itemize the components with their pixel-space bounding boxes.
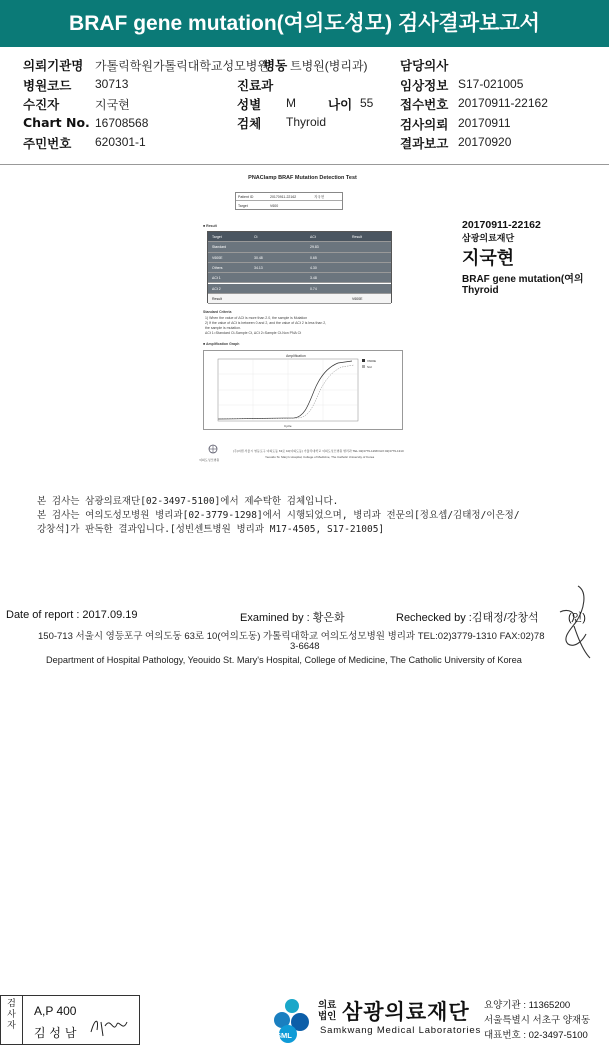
id-no-label: 주민번호 <box>23 136 72 151</box>
receipt-no-value: 20170911-22162 <box>458 96 548 110</box>
scan-amplification-label: ■ Amplification Graph <box>203 342 240 346</box>
scan-hospital-logo-text: 여의도성모병원 <box>199 458 220 462</box>
logo-tel-line: 대표번호 : 02-3497-5100 <box>484 1030 588 1041</box>
result-header-row <box>208 232 391 242</box>
scan-target-value: V600 <box>270 204 279 208</box>
result-row <box>208 253 391 263</box>
specimen-stamp <box>462 219 584 296</box>
examined-by: Examined by : 황은화 <box>240 612 345 624</box>
result-row <box>208 263 391 273</box>
result-row <box>208 294 391 304</box>
clinical-info-label: 임상정보 <box>400 78 449 93</box>
signoff-name: 김 성 남 <box>34 1026 77 1040</box>
scan-result-label: ■ Result <box>203 224 217 228</box>
examiner-signoff-box <box>0 995 140 1045</box>
patient-value: 지국현 <box>95 98 130 112</box>
scan-target-label: Target <box>238 204 248 208</box>
request-date-label: 검사의뢰 <box>400 117 449 132</box>
scan-criteria-label: Standard Criteria <box>203 310 232 314</box>
signoff-side-label-text: 검사자 <box>7 999 16 1031</box>
note-line-1: 본 검사는 삼광의료재단[02-3497-5100]에서 제수탁한 검체입니다. <box>37 496 339 507</box>
report-date-label: 결과보고 <box>400 136 449 151</box>
result-cell: 0.65 <box>310 255 317 260</box>
signoff-code: A,P 400 <box>34 1004 77 1018</box>
note-line-3: 강창석]가 판독한 결과입니다.[성빈센트병원 병리과 M17-4505, S17-21005] <box>37 524 385 535</box>
logo-name-ko: 삼광의료재단 <box>342 1001 470 1024</box>
stamp-org: 삼광의료재단 <box>462 233 515 243</box>
scan-footer-line-2: Yeouido St. Mary's Hospital, College of Medicine, The Catholic University of Korea <box>265 455 375 459</box>
logo-contact <box>484 998 590 1043</box>
scan-hospital-logo-icon <box>205 443 221 457</box>
result-cell: Standard <box>212 245 227 250</box>
amplification-chart-svg <box>204 351 402 429</box>
logo-prefix-bottom: 법인 <box>318 1011 337 1022</box>
sex-label: 성별 <box>237 97 262 112</box>
result-cell: Result <box>352 235 362 239</box>
result-cell: ΔCt 1 <box>212 276 221 281</box>
address-line-2: 3-6648 <box>290 641 320 652</box>
ward-label: 병동 <box>263 58 288 73</box>
legend-std: Std <box>367 365 372 369</box>
result-cell: 3.48 <box>310 276 317 281</box>
result-cell: 34.13 <box>254 265 263 270</box>
patient-info-section <box>0 47 609 165</box>
scan-criteria-line-3: the sample is mutation. <box>205 326 241 330</box>
id-no-value: 620301-1 <box>95 135 146 149</box>
receipt-no-label: 접수번호 <box>400 97 449 112</box>
note-line-2: 본 검사는 여의도성모병원 병리과[02-3779-1298]에서 시행되었으며, 병리과 전문의[정요셉/김태정/이은정/ <box>37 510 520 521</box>
result-cell: V600E <box>352 296 363 301</box>
result-cell: Target <box>212 235 222 239</box>
rechecked-by: Rechecked by :김태정/강창석 <box>396 612 539 624</box>
result-row <box>208 242 391 252</box>
legend-v600e: V600E <box>367 359 377 363</box>
scan-patient-table <box>235 192 343 210</box>
scan-patient-name: 지국현 <box>314 195 325 199</box>
stamp-test: BRAF gene mutation(여의 <box>462 274 584 285</box>
clinical-info-value: S17-021005 <box>458 77 524 91</box>
result-row <box>208 273 391 283</box>
result-cell: ΔCt <box>310 235 316 239</box>
scan-footer-line-1: (주)씨젠 서울시 영등포구 여의도동 63로 10(여의도동) 가톨릭대학교 여의도성모병원 병리과 TEL:02)3779-1298 FAX:02)3779-1310 <box>233 449 404 453</box>
doctor-label: 담당의사 <box>400 58 449 73</box>
result-row <box>208 284 391 294</box>
logo-reg-line: 요양기관 : 11365200 <box>484 1000 571 1011</box>
result-cell: Ct <box>254 235 258 239</box>
seal-mark: (인) <box>568 612 586 624</box>
result-cell: 0.74 <box>310 286 317 291</box>
chart-no-label: Chart No. <box>23 115 90 130</box>
result-cell: ΔCt 2 <box>212 286 221 291</box>
scan-criteria-line-2: 2) If the value of ΔCt is between 0 and 2, and the value of ΔCt 2 is less than 2, <box>205 321 327 325</box>
address-english: Department of Hospital Pathology, Yeouido St. Mary's Hospital, College of Medicine, The Catholic University of Korea <box>46 655 522 665</box>
age-label: 나이 <box>328 97 353 112</box>
signoff-side-label <box>1 996 23 1044</box>
report-title: BRAF gene mutation(여의도성모) 검사결과보고서 <box>0 0 609 47</box>
amplification-chart-title: Amplification <box>286 354 306 358</box>
specimen-label: 검체 <box>237 116 262 131</box>
result-cell: 29.83 <box>310 245 319 250</box>
result-cell: V600E <box>212 255 223 260</box>
scan-criteria-line-4: ΔCt 1=Standard Ct-Sample Ct, ΔCt 2=Sample Ct-Non PNA Ct <box>205 331 302 335</box>
scan-patient-id-label: Patient ID <box>238 195 254 199</box>
logo-prefix <box>318 1000 336 1022</box>
department-label: 진료과 <box>237 78 274 93</box>
date-of-report: Date of report : 2017.09.19 <box>6 609 138 621</box>
age-value: 55 <box>360 96 374 110</box>
legend-marker-std <box>362 365 365 368</box>
report-date-value: 20170920 <box>458 135 512 149</box>
institution-value: 가톨릭학원가톨릭대학교성모병원 <box>95 59 269 73</box>
logo-name-en: Samkwang Medical Laboratories <box>320 1025 482 1036</box>
patient-label: 수진자 <box>23 97 60 112</box>
sml-badge-text: SML <box>276 1031 292 1040</box>
amplification-chart <box>203 350 403 430</box>
result-cell: 30.48 <box>254 255 263 260</box>
hospital-code-label: 병원코드 <box>23 78 72 93</box>
specimen-value: Thyroid <box>286 115 327 129</box>
stamp-specimen: Thyroid <box>462 285 499 296</box>
signoff-signature <box>87 1014 133 1040</box>
stamp-receipt: 20170911-22162 <box>462 219 541 231</box>
request-date-value: 20170911 <box>458 116 511 130</box>
result-cell: Result <box>212 296 222 301</box>
logo-addr-line: 서울특별시 서초구 양재동 <box>484 1015 591 1026</box>
ward-value: 트병원(병리과) <box>290 59 368 73</box>
scan-result-table <box>207 231 392 303</box>
scan-criteria-line-1: 1) When the value of ΔCt is more than 2.0, the sample is Mutation <box>205 316 308 320</box>
sex-value: M <box>286 96 296 110</box>
samkwang-logo-block <box>270 994 609 1050</box>
scan-patient-id-value: 20170911-22162 <box>270 195 297 199</box>
embedded-test-report <box>195 170 410 468</box>
institution-label: 의뢰기관명 <box>23 58 84 73</box>
hospital-code-value: 30713 <box>95 77 129 91</box>
legend-marker-v600e <box>362 359 365 362</box>
amplification-chart-xlabel: Cycle <box>284 424 292 428</box>
address-line-1: 150-713 서울시 영등포구 여의도동 63로 10(여의도동) 가톨릭대학교 여의도성모병원 병리과 TEL:02)3779-1310 FAX:02)78 <box>38 631 545 642</box>
scan-title: PNAClamp BRAF Mutation Detection Test <box>248 175 357 181</box>
chart-no-value: 16708568 <box>95 116 149 130</box>
result-cell: Others <box>212 265 223 270</box>
result-cell: 4.30 <box>310 265 317 270</box>
logo-prefix-top: 의료 <box>318 1000 337 1011</box>
stamp-name: 지국현 <box>462 248 515 268</box>
sml-logo-icon <box>270 996 312 1044</box>
